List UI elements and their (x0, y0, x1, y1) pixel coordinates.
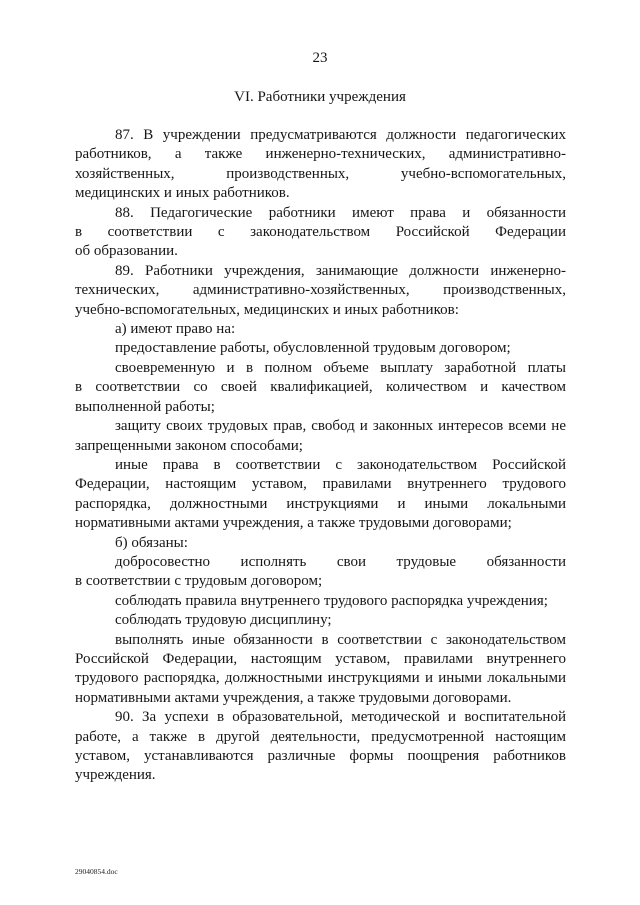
file-name-footer: 29040854.doc (75, 867, 118, 876)
text-line: б) обязаны: (115, 534, 188, 551)
text-line: уставом, устанавливаются различные формы поощрения работников (75, 748, 566, 764)
text-line: предоставление работы, обусловленной трудовым договором; (115, 340, 511, 357)
text-line: учебно-вспомогательных, медицинских и иных работников: (75, 301, 459, 318)
text-line: Федерации, настоящим уставом, правилами внутреннего трудового (75, 476, 566, 493)
text-line: в соответствии с законодательством Российской Федерации (75, 224, 566, 241)
text-line: соблюдать трудовую дисциплину; (115, 612, 332, 629)
text-line: работников, а также инженерно-технических, административно- (75, 146, 566, 163)
paragraph (75, 611, 566, 630)
text-line: соблюдать правила внутреннего трудового распорядка учреждения; (115, 592, 548, 609)
paragraph (75, 592, 566, 611)
text-line: выполненной работы; (75, 398, 215, 415)
text-line: Российской Федерации, настоящим уставом, правилами внутреннего (75, 650, 566, 667)
text-line: 87. В учреждении предусматриваются должности педагогических (115, 127, 566, 143)
text-line: распорядка, должностными инструкциями и иными локальными (75, 495, 566, 512)
paragraph (75, 126, 566, 204)
page-number: 23 (312, 50, 328, 66)
text-line: иные права в соответствии с законодательством Российской (115, 456, 566, 473)
text-line: а) имеют право на: (115, 321, 236, 338)
paragraph (75, 262, 566, 320)
text-line: 90. За успехи в образовательной, методической и воспитательной (115, 709, 566, 726)
document-body (75, 126, 566, 786)
text-line: защиту своих трудовых прав, свобод и законных интересов всеми не (115, 418, 566, 435)
text-line: трудового распорядка, должностными инструкциями и иными локальными (75, 670, 566, 687)
text-line: выполнять иные обязанности в соответствии с законодательством (115, 631, 566, 648)
text-line: добросовестно исполнять свои трудовые обязанности (115, 553, 566, 570)
text-line: 89. Работники учреждения, занимающие должности инженерно- (115, 262, 566, 279)
paragraph (75, 339, 566, 358)
paragraph (75, 631, 566, 709)
text-line: учреждения. (75, 767, 156, 784)
paragraph (75, 320, 566, 339)
paragraph (75, 417, 566, 456)
text-line: нормативными актами учреждения, а также трудовыми договорами. (75, 689, 512, 706)
text-line: об образовании. (75, 243, 178, 260)
text-line: своевременную и в полном объеме выплату заработной платы (115, 359, 566, 376)
text-line: хозяйственных, производственных, учебно-вспомогательных, (75, 165, 566, 182)
section-heading: VI. Работники учреждения (234, 89, 406, 105)
text-line: медицинских и иных работников. (75, 185, 290, 202)
text-line: работе, а также в другой деятельности, предусмотренной настоящим (75, 728, 566, 745)
paragraph (75, 359, 566, 417)
text-line: в соответствии с трудовым договором; (75, 573, 323, 590)
paragraph (75, 456, 566, 534)
paragraph (75, 708, 566, 786)
text-line: запрещенными законом способами; (75, 437, 303, 454)
text-line: технических, административно-хозяйственных, производственных, (75, 282, 566, 299)
text-line: в соответствии со своей квалификацией, количеством и качеством (75, 379, 566, 396)
paragraph (75, 553, 566, 592)
text-line: 88. Педагогические работники имеют права и обязанности (115, 204, 566, 221)
text-line: нормативными актами учреждения, а также трудовыми договорами; (75, 515, 512, 532)
paragraph (75, 204, 566, 262)
paragraph (75, 534, 566, 553)
